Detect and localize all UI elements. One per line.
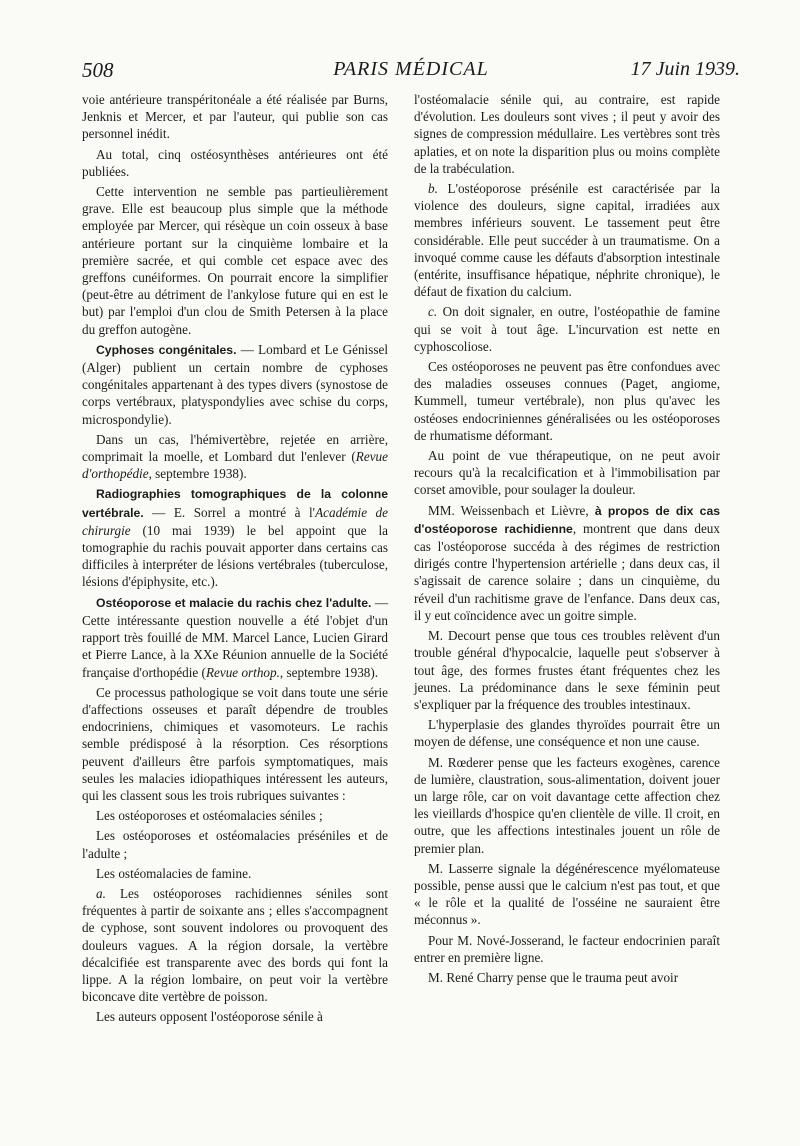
item-label: c. [428, 304, 438, 320]
paragraph: Au point de vue thérapeutique, on ne peut avoir recours qu'à la recalcification et à l'immobilisation par corset amovible, pour soulager la douleur. [414, 448, 720, 498]
citation: Revue orthop. [205, 664, 280, 680]
paragraph-text: Les ostéoporoses rachidiennes séniles sont fréquentes à partir de soixante ans ; elles s'accompagnent de cyphose, sont souvent indolores ou provoquent des douleurs vagues. A la région dorsale, la vertèbre décalcifiée est transparente avec des bords qui font la lippe. A la région lombaire, on peut voir la vertèbre biconcave dite vertèbre de poisson. [82, 885, 388, 1005]
list-item: Les ostéoporoses et ostéomalacies préséniles et de l'adulte ; [82, 828, 388, 861]
paragraph: M. René Charry pense que le trauma peut avoir [428, 969, 679, 985]
paragraph-text: — Cette intéressante question nouvelle a été l'objet d'un rapport très fouillé de MM. Marcel Lance, Lucien Girard et Pierre Lance, à la XXe Réunion annuelle de la Société française d'orthopédie ( [82, 594, 389, 680]
paragraph-text: L'ostéoporose présénile est caractérisée par la violence des douleurs, signe capital, irradiées aux membres inférieurs souvent. Le tassement peut être considérable. Elle peut succéder à un traumatisme. On a invoqué comme cause les défauts d'absorption intestinale (entérite, insuffisance hépatique, néphrite chronique), le défaut de fixation du calcium. [414, 181, 720, 300]
section-heading: à propos de dix cas d'ostéoporose rachidienne [414, 503, 720, 536]
right-column [414, 91, 720, 989]
paragraph-text: On doit signaler, en outre, l'ostéopathie de famine qui se voit à tout âge. L'incurvation est nette en cyphoscoliose. [414, 304, 720, 354]
paragraph [82, 885, 388, 1005]
paragraph-text: Dans un cas, l'hémivertèbre, rejetée en arrière, comprimait la moelle, et Lombard dut l'enlever ( [82, 431, 388, 465]
citation: Académie de chirurgie [82, 504, 389, 538]
paragraph-text: — E. Sorrel a montré à l' [143, 504, 316, 520]
page-header [82, 58, 740, 86]
list-item: Les ostéoporoses et ostéomalacies séniles ; [96, 808, 323, 824]
paragraph-text: — Lombard et Le Génissel (Alger) publient un certain nombre de cyphoses congénitales appartenant à des types divers (synostose de corps vertébraux, platyspondylies avec schise du corps, microspondylie). [82, 341, 388, 427]
item-label: b. [428, 181, 438, 197]
paragraph-text: , septembre 1938). [148, 466, 247, 482]
paragraph: Les auteurs opposent l'ostéoporose sénile à [96, 1009, 323, 1025]
paragraph-text: (10 mai 1939) le bel appoint que la tomographie du rachis pouvait apporter dans certains cas difficiles à interpréter de lésions vertébrales (tuberculose, lésions d'épiphysite, etc.). [82, 522, 388, 590]
paragraph: M. Lasserre signale la dégénérescence myélomateuse possible, pense aussi que le calcium n'est pas tout, et que « le rôle et la qualité de l'osséine ne sauraient être méconnus ». [414, 860, 720, 928]
list-item: Les ostéomalacies de famine. [96, 865, 252, 881]
paragraph: M. Decourt pense que tous ces troubles relèvent d'un trouble général d'hypocalcie, laquelle peut s'observer à tout âge, des formes frustes étant fréquentes chez les jeunes. La prédominance dans le sexe féminin peut s'expliquer par la fréquence des troubles intestinaux. [414, 628, 720, 712]
paragraph-text: MM. Weissenbach et Lièvre, [428, 502, 595, 518]
paragraph: l'ostéomalacie sénile qui, au contraire, est rapide d'évolution. Les douleurs sont vives ; il peut y avoir des signes de compression médullaire. Les vertèbres sont très aplaties, et on note la disparition plus ou moins complète de la trabéculation. [414, 92, 720, 176]
section-heading: Radiographies tomographiques de la colonne vertébrale. [82, 487, 388, 520]
left-column [82, 91, 388, 1029]
paragraph: Pour M. Nové-Josserand, le facteur endocrinien paraît entrer en première ligne. [414, 932, 720, 965]
paragraph: M. Rœderer pense que les facteurs exogènes, carence de lumière, claustration, sous-alimentation, doivent jouer un large rôle, car on voit davantage cette affection chez les vieillards d'hospice qu'en clientèle de ville. Il croit, en outre, que les affections intestinales jouent un rôle de premier plan. [414, 754, 720, 856]
paragraph: Cette intervention ne semble pas partieulièrement grave. Elle est beaucoup plus simple que la méthode employée par Mercer, qui résèque un coin osseux à base antérieure portant sur la cinquième lombaire et la première sacrée, et qui comble cet espace avec des greffons cunéiformes. On pourrait encore la simplifier (peut-être au détriment de l'ankylose future qui en est le but) par l'emploi d'un clou de Smith Petersen à la place du greffon autogène. [82, 184, 388, 337]
issue-date: 17 Juin 1939. [630, 58, 740, 80]
journal-title: PARIS MÉDICAL [333, 58, 489, 80]
paragraph-text: , septembre 1938). [279, 664, 379, 680]
section-paragraph [82, 341, 388, 428]
paragraph: Ces ostéoporoses ne peuvent pas être confondues avec des maladies osseuses connues (Paget, angiome, Kummell, tumeur vertébrale), non plus qu'avec les ostéoses endocriniennes généralisées ou les ostéoporoses de rhumatisme déformant. [414, 359, 720, 443]
paragraph: Ce processus pathologique se voit dans toute une série d'affections osseuses et paraît dépendre de troubles endocriniens, chimiques et vasomoteurs. Le rachis semble prédisposé à la résorption. Ces résorptions peuvent d'ailleurs être parfois symptomatiques, mais seules les malacies idiopathiques intéressent les auteurs, qui les classent sous les trois rubriques suivantes : [82, 684, 388, 803]
paragraph: voie antérieure transpéritonéale a été réalisée par Burns, Jenknis et Mercer, et par l'auteur, qui publie son cas personnel inédit. [82, 92, 388, 142]
paragraph [414, 303, 720, 355]
citation: Revue d'orthopédie [82, 449, 388, 482]
section-paragraph [82, 594, 388, 681]
section-heading: Ostéoporose et malacie du rachis chez l'adulte. [96, 595, 372, 610]
paragraph: L'hyperplasie des glandes thyroïdes pourrait être un moyen de défense, une conséquence et non une cause. [414, 717, 720, 750]
section-paragraph [82, 485, 388, 590]
paragraph [82, 431, 388, 483]
paragraph [414, 502, 720, 624]
paragraph: Au total, cinq ostéosynthèses antérieures ont été publiées. [82, 146, 388, 179]
section-heading: Cyphoses congénitales. [96, 342, 237, 357]
paragraph [414, 180, 720, 300]
paragraph-text: , montrent que dans deux cas l'ostéoporose succéda à des régimes de restriction dirigés contre l'hypertension artérielle ; dans deux cas, il s'agissait de carence solaire ; dans un cinquième, du réveil d'un rachitisme grave de l'enfance. Dans deux cas, il y eut coïncidence avec un goitre simple. [414, 520, 720, 623]
item-label: a. [96, 885, 106, 901]
page-number: 508 [82, 58, 114, 82]
